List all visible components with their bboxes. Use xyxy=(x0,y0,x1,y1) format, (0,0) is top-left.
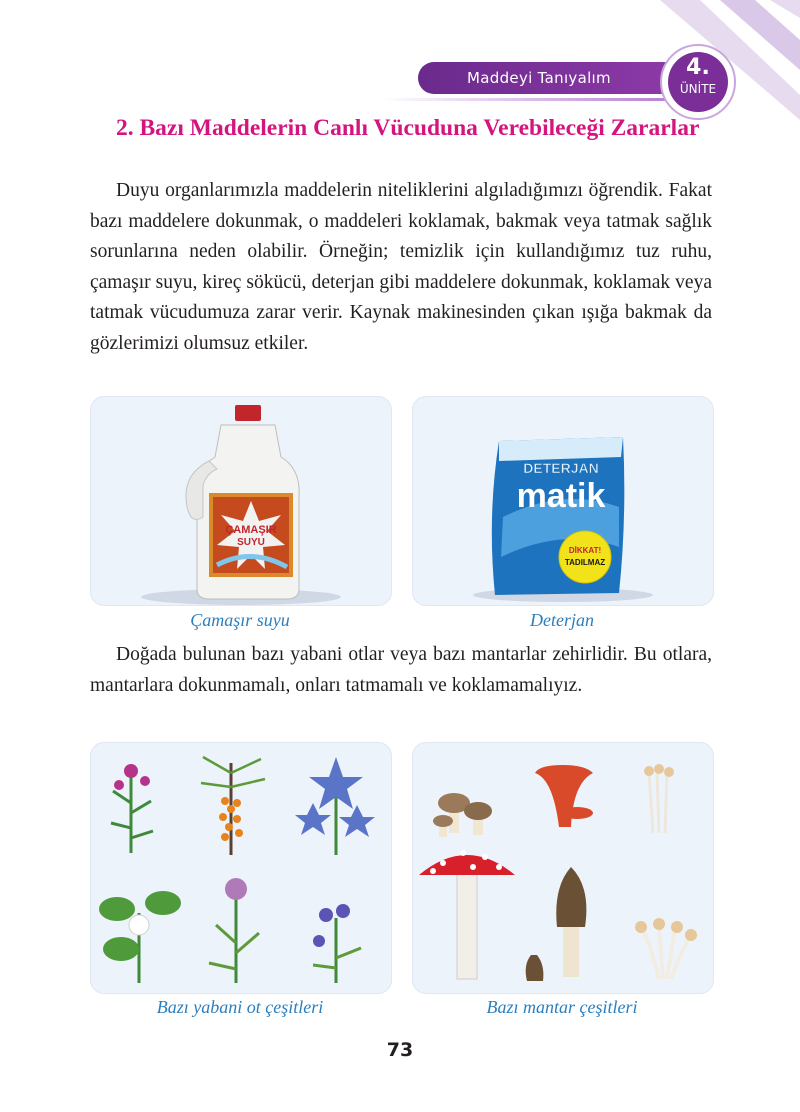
wild-plants-caption: Bazı yabani ot çeşitleri xyxy=(156,997,324,1017)
paragraph-intro: Duyu organlarımızla maddelerin niteliklerini algıladığımızı öğrendik. Fakat bazı maddelere dokunmak, o maddeleri koklamak, bakmak veya tatmak sağlık sorunlarına neden olabilir. Örneğin; temizlik için kullandığımız tuz ruhu, çamaşır suyu, kireç sökücü, deterjan gibi maddelere dokunmak, koklamak veya tatmak vücudumuza zarar verir. Kaynak makinesinden çıkan ışığa bakmak da gözlerimizi olumsuz etkiler. xyxy=(90,180,712,354)
mushrooms-figure xyxy=(412,742,714,994)
page-number: 73 xyxy=(386,1039,414,1061)
unit-title: Maddeyi Tanıyalım xyxy=(467,69,611,87)
enoki-mushroom-lower xyxy=(635,918,697,979)
detergent-badge-line1: DİKKAT! xyxy=(568,546,602,555)
white-flower-plant xyxy=(99,891,181,983)
unit-badge xyxy=(660,44,736,120)
bleach-label-line2: SUYU xyxy=(237,537,265,548)
morel-mushroom xyxy=(526,867,587,981)
bleach-caption: Çamaşır suyu xyxy=(190,610,290,630)
mushrooms-caption: Bazı mantar çeşitleri xyxy=(486,997,638,1017)
unit-number: 4. xyxy=(686,55,710,80)
paragraph-wild-plants: Doğada bulunan bazı yabani otlar veya bazı mantarlar zehirlidir. Bu otlara, mantarlara dokunmamalı, onları tatmamalı ve koklamamalıyız. xyxy=(90,644,712,696)
thistle-plant xyxy=(111,764,153,853)
enoki-mushroom-upper xyxy=(644,764,674,833)
mushrooms-illustration xyxy=(413,743,713,993)
sea-buckthorn-plant xyxy=(201,757,265,855)
bleach-label-line1: ÇAMAŞIR xyxy=(225,524,277,536)
wild-plants-illustration xyxy=(91,743,391,993)
detergent-brand: DETERJAN xyxy=(523,460,599,476)
bleach-figure xyxy=(90,396,392,606)
unit-title-bar xyxy=(418,62,680,94)
violet-plant xyxy=(313,904,361,983)
brown-mushroom-cluster xyxy=(433,793,492,837)
bellflower-plant xyxy=(295,757,375,855)
detergent-name: matik xyxy=(516,477,606,515)
section-title: 2. Bazı Maddelerin Canlı Vücuduna Verebileceği Zararlar xyxy=(116,115,700,141)
detergent-figure xyxy=(412,396,714,606)
detergent-caption: Deterjan xyxy=(530,610,594,630)
allium-plant xyxy=(209,878,259,983)
header-underline xyxy=(380,98,680,101)
detergent-package-illustration xyxy=(413,397,713,605)
wild-plants-figure xyxy=(90,742,392,994)
fly-agaric-mushroom xyxy=(419,850,515,979)
detergent-badge-line2: TADILMAZ xyxy=(564,558,606,567)
unit-word: ÜNİTE xyxy=(679,82,717,96)
bleach-bottle-illustration xyxy=(91,397,391,605)
chanterelle-mushroom xyxy=(535,765,593,827)
